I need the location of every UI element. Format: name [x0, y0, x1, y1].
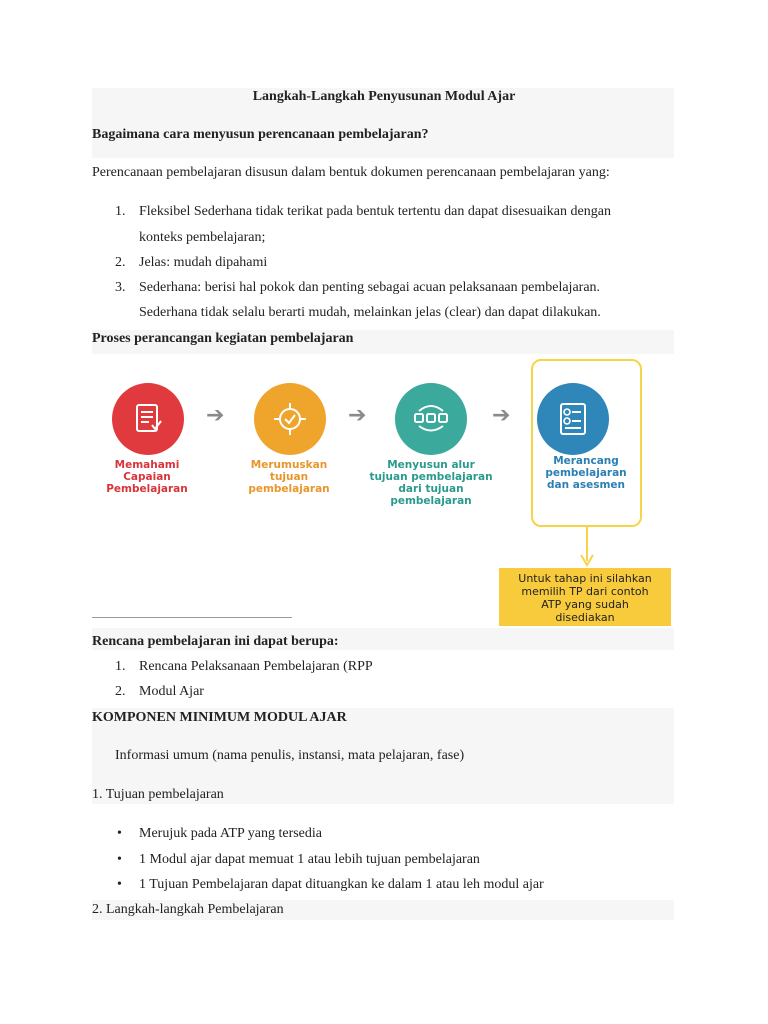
plan-number: 2. [115, 684, 126, 699]
target-check-icon [272, 401, 308, 437]
bullet-item: Merujuk pada ATP yang tersedia [139, 826, 322, 841]
note-line: disediakan [555, 611, 615, 624]
criteria-number: 3. [115, 280, 126, 295]
criteria-line: konteks pembelajaran; [139, 230, 266, 245]
bullet-icon: • [117, 826, 122, 841]
caption-rule [92, 617, 292, 618]
criteria-line: Sederhana tidak selalu berarti mudah, melainkan jelas (clear) dan dapat dilakukan. [139, 305, 601, 320]
plan-number: 1. [115, 659, 126, 674]
criteria-line: Fleksibel Sederhana tidak terikat pada bentuk tertentu dan dapat disesuaikan dengan [139, 204, 611, 219]
arrow-right-icon: ➔ [206, 403, 225, 428]
plan-item: Modul Ajar [139, 684, 204, 699]
checklist-document-icon [130, 401, 166, 437]
step-label-line: tujuan pembelajaran [369, 471, 493, 483]
step-label-line: Pembelajaran [106, 483, 188, 495]
step-1-label [92, 459, 202, 495]
flow-sequence-icon [413, 401, 449, 437]
step-label-line: dan asesmen [547, 479, 625, 491]
bullet-icon: • [117, 877, 122, 892]
question-heading: Bagaimana cara menyusun perencanaan pembelajaran? [92, 127, 429, 142]
criteria-number: 2. [115, 255, 126, 270]
assessment-document-icon [555, 401, 591, 437]
step-label-line: Menyusun alur [387, 459, 475, 471]
general-info: Informasi umum (nama penulis, instansi, mata pelajaran, fase) [115, 748, 465, 763]
arrow-right-icon: ➔ [492, 403, 511, 428]
arrow-down-icon [580, 527, 594, 569]
bullet-item: 1 Tujuan Pembelajaran dapat dituangkan ke dalam 1 atau leh modul ajar [139, 877, 544, 892]
step-label-line: Memahami [114, 459, 180, 471]
step-4-label [528, 455, 644, 491]
step-label-line: dari tujuan [398, 483, 464, 495]
components-heading: KOMPONEN MINIMUM MODUL AJAR [92, 710, 347, 725]
arrow-right-icon: ➔ [348, 403, 367, 428]
step-2-circle [254, 383, 326, 455]
note-line: memilih TP dari contoh [521, 585, 649, 598]
page-title: Langkah-Langkah Penyusunan Modul Ajar [252, 89, 516, 104]
section-1-heading: 1. Tujuan pembelajaran [92, 787, 224, 802]
step-label-line: pembelajaran [390, 495, 472, 507]
note-box [499, 568, 671, 626]
bullet-item: 1 Modul ajar dapat memuat 1 atau lebih tujuan pembelajaran [139, 852, 480, 867]
step-label-line: tujuan [269, 471, 309, 483]
criteria-line: Jelas: mudah dipahami [139, 255, 268, 270]
process-heading: Proses perancangan kegiatan pembelajaran [92, 331, 354, 346]
note-line: Untuk tahap ini silahkan [518, 572, 652, 585]
process-diagram [92, 355, 677, 630]
plan-heading: Rencana pembelajaran ini dapat berupa: [92, 634, 339, 649]
step-2-label [234, 459, 344, 495]
bullet-icon: • [117, 852, 122, 867]
criteria-number: 1. [115, 204, 126, 219]
section-2-heading: 2. Langkah-langkah Pembelajaran [92, 902, 284, 917]
step-label-line: pembelajaran [248, 483, 330, 495]
step-label-line: Merancang [553, 455, 619, 467]
note-line: ATP yang sudah [541, 598, 629, 611]
step-label-line: pembelajaran [545, 467, 627, 479]
plan-item: Rencana Pelaksanaan Pembelajaran (RPP [139, 659, 373, 674]
criteria-line: Sederhana: berisi hal pokok dan penting sebagai acuan pelaksanaan pembelajaran. [139, 280, 601, 295]
step-label-line: Capaian [123, 471, 171, 483]
intro-paragraph: Perencanaan pembelajaran disusun dalam bentuk dokumen perencanaan pembelajaran yang: [92, 165, 610, 180]
step-4-circle [537, 383, 609, 455]
step-label-line: Merumuskan [250, 459, 328, 471]
step-3-circle [395, 383, 467, 455]
step-1-circle [112, 383, 184, 455]
step-3-label [366, 459, 496, 507]
